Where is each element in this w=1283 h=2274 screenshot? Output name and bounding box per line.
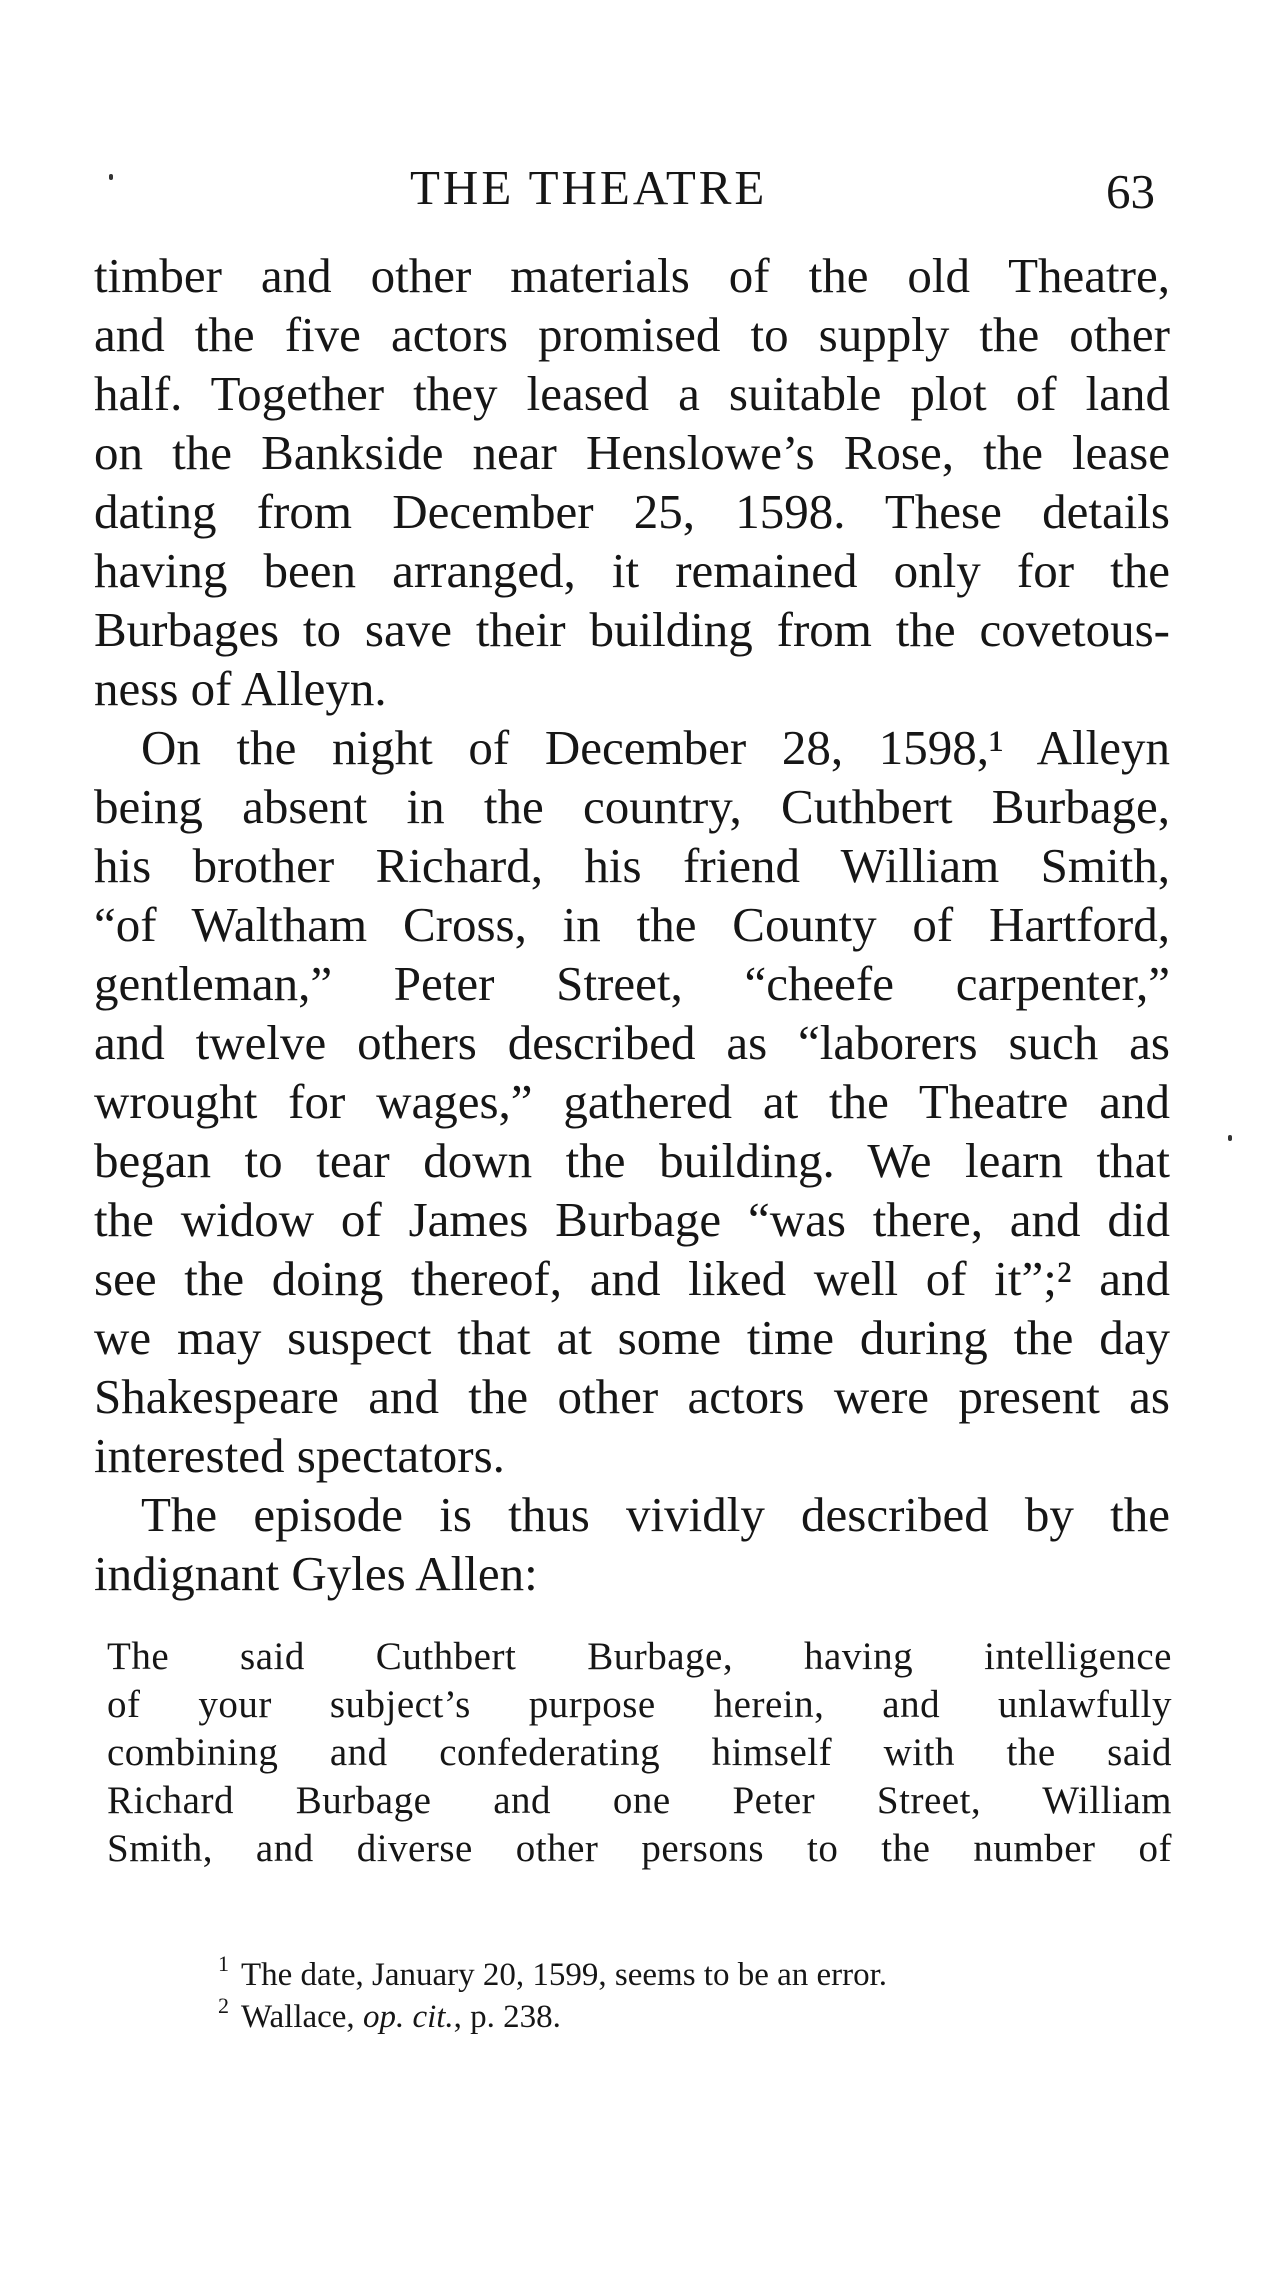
- body-text: [94, 246, 1170, 1603]
- quote-line: Richard Burbage and one Peter Street, William: [107, 1779, 1172, 1822]
- footnote-citation: op. cit.: [362, 1999, 454, 2035]
- quote-line: of your subject’s purpose herein, and unlawfully: [107, 1683, 1172, 1726]
- text-line: being absent in the country, Cuthbert Burbage,: [94, 779, 1170, 834]
- footnote-mark: 2: [218, 1993, 229, 2018]
- page-header: [0, 158, 1283, 218]
- text-line: Shakespeare and the other actors were present as: [94, 1369, 1170, 1424]
- quote-line: combining and confederating himself with the said: [107, 1731, 1172, 1774]
- text-line: and the five actors promised to supply the other: [94, 307, 1170, 362]
- footnotes: [218, 1943, 1118, 2035]
- footnote: [218, 1943, 1118, 1993]
- text-line: his brother Richard, his friend William Smith,: [94, 838, 1170, 893]
- block-quote: [107, 1633, 1172, 1873]
- paragraph: [94, 1485, 1170, 1603]
- footnote-mark: 1: [218, 1951, 229, 1976]
- text-line: see the doing thereof, and liked well of it”;² and: [94, 1251, 1170, 1306]
- text-line: having been arranged, it remained only for the: [94, 543, 1170, 598]
- text-line: “of Waltham Cross, in the County of Hartford,: [94, 897, 1170, 952]
- quote-line: Smith, and diverse other persons to the number of: [107, 1827, 1172, 1870]
- running-title: THE THEATRE: [410, 160, 768, 215]
- text-line: gentleman,” Peter Street, “cheefe carpenter,”: [94, 956, 1170, 1011]
- text-line: dating from December 25, 1598. These details: [94, 484, 1170, 539]
- text-line: the widow of James Burbage “was there, and did: [94, 1192, 1170, 1247]
- stray-ink-mark: [1228, 1135, 1232, 1141]
- page-number: 63: [1106, 164, 1155, 219]
- quote-line: The said Cuthbert Burbage, having intelligence: [107, 1635, 1172, 1678]
- stray-ink-mark: [109, 174, 113, 180]
- text-line: On the night of December 28, 1598,¹ Alleyn: [141, 720, 1170, 775]
- text-line: began to tear down the building. We learn that: [94, 1133, 1170, 1188]
- text-line: indignant Gyles Allen:: [94, 1546, 538, 1601]
- text-line: and twelve others described as “laborers such as: [94, 1015, 1170, 1070]
- footnote-text: The date, January 20, 1599, seems to be an error.: [241, 1957, 888, 1993]
- text-line: we may suspect that at some time during the day: [94, 1310, 1170, 1365]
- text-line: half. Together they leased a suitable plot of land: [94, 366, 1170, 421]
- paragraph: [94, 718, 1170, 1485]
- footnote-text-end: , p. 238.: [453, 1999, 561, 2035]
- text-line: on the Bankside near Henslowe’s Rose, the lease: [94, 425, 1170, 480]
- text-line: interested spectators.: [94, 1428, 505, 1483]
- paragraph: [94, 246, 1170, 718]
- footnote-text: Wallace,: [241, 1999, 363, 2035]
- text-line: Burbages to save their building from the covetous-: [94, 602, 1170, 657]
- text-line: wrought for wages,” gathered at the Theatre and: [94, 1074, 1170, 1129]
- text-line: timber and other materials of the old Theatre,: [94, 248, 1170, 303]
- text-line: ness of Alleyn.: [94, 661, 387, 716]
- text-line: The episode is thus vividly described by the: [141, 1487, 1170, 1542]
